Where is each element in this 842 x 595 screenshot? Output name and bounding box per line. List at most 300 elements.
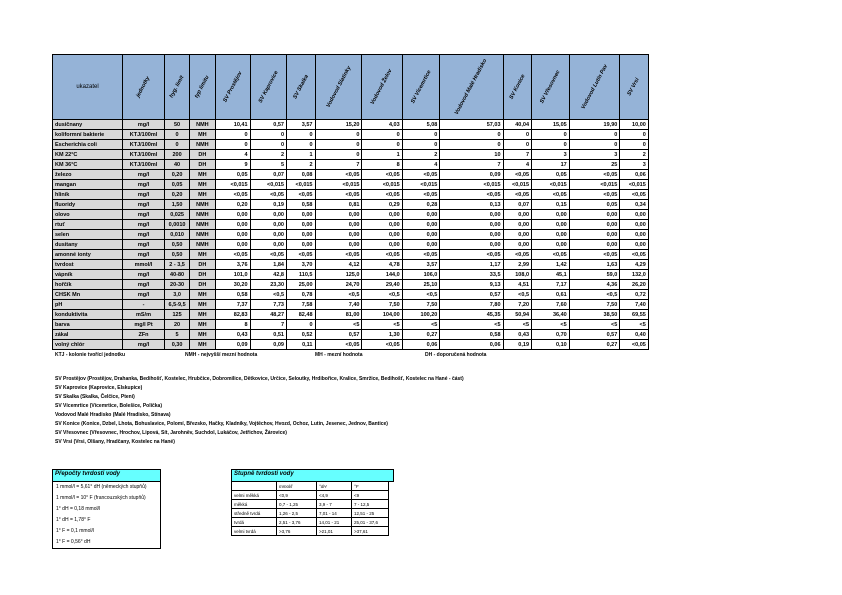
hardness-cell: velmi tvrdá: [232, 527, 277, 536]
value-cell: 0,57: [440, 290, 503, 300]
value-cell: 0: [569, 130, 620, 140]
legend-item: DH - doporučená hodnota: [425, 352, 487, 358]
value-cell: <5: [362, 320, 402, 330]
value-cell: 0: [315, 150, 362, 160]
value-cell: <0,05: [315, 170, 362, 180]
value-cell: 8: [215, 320, 250, 330]
value-cell: 0: [503, 140, 532, 150]
table-row: [53, 330, 649, 340]
value-cell: 0,00: [362, 230, 402, 240]
value-cell: <0,05: [620, 190, 649, 200]
value-cell: 0,00: [362, 210, 402, 220]
hardness-cell: středně tvrdá: [232, 509, 277, 518]
hardness-cell: <9: [352, 491, 389, 500]
table-row: [53, 210, 649, 220]
limit-cell: 6,5-9,5: [165, 300, 190, 310]
value-cell: 0: [620, 140, 649, 150]
value-cell: 0: [620, 130, 649, 140]
value-cell: 0,20: [215, 200, 250, 210]
value-cell: 5,08: [402, 120, 440, 130]
table-row: [53, 300, 649, 310]
conversion-row: 1° dH = 1,78° F: [56, 517, 91, 523]
value-cell: 0,00: [620, 230, 649, 240]
unit-cell: mg/l Pt: [123, 320, 165, 330]
value-cell: 3,70: [287, 260, 316, 270]
value-cell: 0,10: [532, 340, 570, 350]
value-cell: 7,40: [620, 300, 649, 310]
hardness-cell: 14,01 - 21: [317, 518, 352, 527]
value-cell: 7,40: [315, 300, 362, 310]
value-cell: 82,48: [287, 310, 316, 320]
table-row: [53, 230, 649, 240]
value-cell: 0,72: [620, 290, 649, 300]
note-line: SV Skalka (Skalka, Čelčice, Ptení): [55, 394, 135, 400]
header-site-label: Vodovod Želov: [370, 68, 394, 106]
value-cell: 0: [215, 130, 250, 140]
hardness-cell: <4,9: [317, 491, 352, 500]
value-cell: 69,55: [620, 310, 649, 320]
value-cell: 0: [532, 140, 570, 150]
value-cell: <0,05: [440, 250, 503, 260]
value-cell: 106,0: [402, 270, 440, 280]
hardness-cell: 25,01 - 37,6: [352, 518, 389, 527]
value-cell: 110,5: [287, 270, 316, 280]
value-cell: <0,05: [250, 250, 286, 260]
value-cell: 42,8: [250, 270, 286, 280]
value-cell: 0,00: [215, 220, 250, 230]
header-site-column: [402, 55, 440, 120]
value-cell: <0,05: [569, 250, 620, 260]
limit-cell: 1,50: [165, 200, 190, 210]
value-cell: 0,00: [287, 210, 316, 220]
limit-type-cell: MH: [190, 250, 215, 260]
unit-cell: KTJ/100ml: [123, 130, 165, 140]
header-site-column: [503, 55, 532, 120]
value-cell: 24,70: [315, 280, 362, 290]
header-meta-column: [190, 55, 215, 120]
value-cell: 0,00: [287, 220, 316, 230]
value-cell: <0,05: [402, 170, 440, 180]
value-cell: <0,05: [215, 190, 250, 200]
value-cell: 0,00: [402, 230, 440, 240]
unit-cell: mg/l: [123, 230, 165, 240]
value-cell: 59,0: [569, 270, 620, 280]
indicator-name: železo: [53, 170, 123, 180]
indicator-name: olovo: [53, 210, 123, 220]
header-site-label: Vodovod Lutín Pav: [580, 63, 609, 111]
value-cell: 108,0: [503, 270, 532, 280]
value-cell: 4,51: [503, 280, 532, 290]
unit-cell: mg/l: [123, 190, 165, 200]
value-cell: <0,05: [215, 250, 250, 260]
limit-cell: 0,010: [165, 230, 190, 240]
indicator-name: tvrdost: [53, 260, 123, 270]
unit-cell: mg/l: [123, 280, 165, 290]
value-cell: 0,00: [440, 210, 503, 220]
value-cell: 0,07: [503, 200, 532, 210]
indicator-name: barva: [53, 320, 123, 330]
limit-cell: 200: [165, 150, 190, 160]
unit-cell: mg/l: [123, 340, 165, 350]
value-cell: 25,10: [402, 280, 440, 290]
value-cell: 4,29: [620, 260, 649, 270]
header-site-column: [532, 55, 570, 120]
value-cell: 0: [503, 130, 532, 140]
value-cell: 0,00: [287, 240, 316, 250]
value-cell: 26,20: [620, 280, 649, 290]
value-cell: 7,60: [532, 300, 570, 310]
limit-cell: 0,20: [165, 170, 190, 180]
value-cell: 0,00: [569, 240, 620, 250]
hardness-cell: 0,7 - 1,25: [277, 500, 317, 509]
header-meta-column: [123, 55, 165, 120]
value-cell: 0: [440, 130, 503, 140]
value-cell: 7,37: [215, 300, 250, 310]
header-meta-column: [165, 55, 190, 120]
value-cell: 10,41: [215, 120, 250, 130]
unit-cell: -: [123, 300, 165, 310]
indicator-name: konduktivita: [53, 310, 123, 320]
table-row: [53, 180, 649, 190]
value-cell: 0,51: [250, 330, 286, 340]
value-cell: 0,06: [620, 170, 649, 180]
value-cell: 0,05: [569, 200, 620, 210]
value-cell: <0,05: [362, 170, 402, 180]
hardness-conversion-box: [52, 469, 161, 549]
value-cell: 30,20: [215, 280, 250, 290]
note-line: SV Prostějov (Prostějov, Drahanka, Bedihošť, Kostelec, Hrubčice, Dobromilice, Dětkovice, Určice, Seloutky, Hrdibořice, Kralice, Smržice, Bedihošť, Kostelec na Hané - část): [55, 376, 464, 382]
value-cell: <0,015: [362, 180, 402, 190]
value-cell: 1,42: [532, 260, 570, 270]
header-meta-label: jednotky: [135, 75, 152, 99]
indicator-name: volný chlór: [53, 340, 123, 350]
value-cell: 0,00: [440, 220, 503, 230]
unit-cell: KTJ/100ml: [123, 140, 165, 150]
limit-cell: 0,0010: [165, 220, 190, 230]
value-cell: 0,00: [215, 210, 250, 220]
indicator-name: mangan: [53, 180, 123, 190]
value-cell: <5: [402, 320, 440, 330]
table-row: [53, 120, 649, 130]
value-cell: 0,00: [250, 210, 286, 220]
hardness-cell: >3,76: [277, 527, 317, 536]
table-row: [53, 170, 649, 180]
value-cell: 0,09: [440, 170, 503, 180]
value-cell: 0,00: [287, 230, 316, 240]
value-cell: 101,0: [215, 270, 250, 280]
value-cell: 0,00: [620, 240, 649, 250]
limit-cell: 3,0: [165, 290, 190, 300]
value-cell: 7,17: [532, 280, 570, 290]
unit-cell: mg/l: [123, 120, 165, 130]
limit-type-cell: NMH: [190, 230, 215, 240]
unit-cell: mg/l: [123, 240, 165, 250]
header-site-label: SV Vřesovnec: [539, 69, 562, 105]
header-site-label: Vodovod Malé Hradisko: [454, 58, 489, 116]
value-cell: 0,70: [532, 330, 570, 340]
value-cell: <0,05: [315, 190, 362, 200]
table-row: [53, 260, 649, 270]
value-cell: 3: [620, 160, 649, 170]
header-meta-label: typ limitu: [193, 74, 211, 100]
indicator-name: fluoridy: [53, 200, 123, 210]
value-cell: <0,05: [503, 190, 532, 200]
hardness-row: [232, 491, 389, 500]
limit-cell: 5: [165, 330, 190, 340]
header-site-label: SV Kaprovice: [257, 69, 280, 105]
indicator-name: KM 36°C: [53, 160, 123, 170]
hardness-cell: velmi měkká: [232, 491, 277, 500]
value-cell: 0,43: [215, 330, 250, 340]
hardness-cell: 7 - 12,5: [352, 500, 389, 509]
value-cell: 8: [362, 160, 402, 170]
unit-cell: KTJ/100ml: [123, 160, 165, 170]
value-cell: 0,58: [215, 290, 250, 300]
value-cell: 3: [532, 150, 570, 160]
value-cell: <5: [440, 320, 503, 330]
unit-cell: mmol/l: [123, 260, 165, 270]
value-cell: 0,00: [503, 210, 532, 220]
value-cell: 0: [402, 130, 440, 140]
value-cell: <0,05: [569, 190, 620, 200]
hardness-cell: 12,51 - 25: [352, 509, 389, 518]
value-cell: 0,00: [440, 230, 503, 240]
unit-cell: mg/l: [123, 200, 165, 210]
limit-type-cell: NMH: [190, 220, 215, 230]
hardness-cell: >21,01: [317, 527, 352, 536]
value-cell: 7: [440, 160, 503, 170]
value-cell: 2: [287, 160, 316, 170]
indicator-name: CHSK Mn: [53, 290, 123, 300]
table-row: [53, 340, 649, 350]
value-cell: <0,05: [532, 190, 570, 200]
value-cell: 0,58: [287, 200, 316, 210]
limit-cell: 0,30: [165, 340, 190, 350]
value-cell: 0,08: [287, 170, 316, 180]
value-cell: <0,5: [503, 290, 532, 300]
value-cell: 0: [402, 140, 440, 150]
table-row: [53, 150, 649, 160]
hardness-cell: 1,26 - 2,5: [277, 509, 317, 518]
indicator-name: pH: [53, 300, 123, 310]
value-cell: 2: [620, 150, 649, 160]
table-row: [53, 280, 649, 290]
value-cell: <0,05: [362, 250, 402, 260]
limit-cell: 20-30: [165, 280, 190, 290]
value-cell: 0,09: [250, 340, 286, 350]
value-cell: 7: [315, 160, 362, 170]
indicator-name: hořčík: [53, 280, 123, 290]
value-cell: 0: [362, 130, 402, 140]
value-cell: 50,94: [503, 310, 532, 320]
value-cell: 0,00: [503, 230, 532, 240]
value-cell: <0,05: [315, 250, 362, 260]
value-cell: 0: [362, 140, 402, 150]
conversion-row: 1° F = 0,56° dH: [56, 539, 91, 545]
value-cell: 144,0: [362, 270, 402, 280]
value-cell: 0,00: [569, 210, 620, 220]
value-cell: 4: [215, 150, 250, 160]
value-cell: 0,58: [440, 330, 503, 340]
limit-type-cell: NMH: [190, 120, 215, 130]
value-cell: 0: [315, 130, 362, 140]
value-cell: 0,78: [287, 290, 316, 300]
value-cell: 9,13: [440, 280, 503, 290]
value-cell: 0,07: [250, 170, 286, 180]
value-cell: 0,40: [620, 330, 649, 340]
limit-cell: 0: [165, 140, 190, 150]
value-cell: <0,05: [287, 250, 316, 260]
value-cell: 3,76: [215, 260, 250, 270]
unit-cell: ZFn: [123, 330, 165, 340]
value-cell: 132,0: [620, 270, 649, 280]
limit-cell: 40-80: [165, 270, 190, 280]
value-cell: 0,00: [569, 220, 620, 230]
value-cell: 7,50: [569, 300, 620, 310]
limit-type-cell: DH: [190, 280, 215, 290]
hardness-cell: <0,9: [277, 491, 317, 500]
value-cell: <5: [503, 320, 532, 330]
value-cell: 5: [250, 160, 286, 170]
limit-cell: 0,50: [165, 240, 190, 250]
value-cell: 1,30: [362, 330, 402, 340]
value-cell: 48,27: [250, 310, 286, 320]
value-cell: 0: [250, 140, 286, 150]
value-cell: 38,50: [569, 310, 620, 320]
value-cell: 0,00: [532, 220, 570, 230]
value-cell: 3: [569, 150, 620, 160]
value-cell: 7,20: [503, 300, 532, 310]
value-cell: 1,17: [440, 260, 503, 270]
value-cell: <5: [569, 320, 620, 330]
value-cell: 0,00: [532, 240, 570, 250]
value-cell: 45,1: [532, 270, 570, 280]
table-row: [53, 270, 649, 280]
value-cell: <0,05: [315, 340, 362, 350]
value-cell: 0: [287, 140, 316, 150]
legend-item: NMH - nejvyšší mezní hodnota: [185, 352, 258, 358]
supply-area-notes: [55, 375, 464, 447]
limit-type-cell: MH: [190, 330, 215, 340]
limit-type-cell: DH: [190, 150, 215, 160]
header-site-label: SV Konice: [508, 73, 527, 101]
limit-type-cell: MH: [190, 130, 215, 140]
value-cell: 0: [250, 130, 286, 140]
value-cell: <0,015: [503, 180, 532, 190]
table-row: [53, 220, 649, 230]
value-cell: 82,83: [215, 310, 250, 320]
value-cell: 25,00: [287, 280, 316, 290]
header-site-column: [287, 55, 316, 120]
unit-cell: mg/l: [123, 170, 165, 180]
limit-type-cell: MH: [190, 170, 215, 180]
limit-cell: 20: [165, 320, 190, 330]
header-meta-label: hyg. limit: [168, 74, 186, 100]
value-cell: 40,04: [503, 120, 532, 130]
value-cell: 0,43: [503, 330, 532, 340]
limit-cell: 50: [165, 120, 190, 130]
indicator-name: koliformní bakterie: [53, 130, 123, 140]
hardness-header-cell: [232, 482, 277, 491]
value-cell: 2,99: [503, 260, 532, 270]
hardness-header-cell: °F: [352, 482, 389, 491]
limit-type-cell: MH: [190, 320, 215, 330]
value-cell: 3,57: [287, 120, 316, 130]
value-cell: 2: [402, 150, 440, 160]
value-cell: 0,27: [402, 330, 440, 340]
value-cell: 0,00: [440, 240, 503, 250]
value-cell: 0,00: [362, 240, 402, 250]
hardness-row: [232, 500, 389, 509]
value-cell: 2: [250, 150, 286, 160]
value-cell: <0,015: [569, 180, 620, 190]
value-cell: 0,06: [402, 340, 440, 350]
value-cell: 0,05: [215, 170, 250, 180]
table-row: [53, 200, 649, 210]
unit-cell: mg/l: [123, 290, 165, 300]
value-cell: 0,00: [250, 230, 286, 240]
value-cell: <0,015: [620, 180, 649, 190]
value-cell: 0: [287, 320, 316, 330]
value-cell: <0,05: [620, 340, 649, 350]
value-cell: 0,00: [402, 240, 440, 250]
value-cell: 0,00: [503, 240, 532, 250]
hardness-cell: měkká: [232, 500, 277, 509]
indicator-name: Escherichia coli: [53, 140, 123, 150]
value-cell: 33,5: [440, 270, 503, 280]
conversion-row: 1 mmol/l = 10° F (francouzských stupňů): [56, 495, 146, 501]
limit-cell: 0,20: [165, 190, 190, 200]
value-cell: 0,13: [440, 200, 503, 210]
header-site-column: [250, 55, 286, 120]
unit-cell: mg/l: [123, 210, 165, 220]
value-cell: 0,00: [215, 230, 250, 240]
value-cell: 7,58: [287, 300, 316, 310]
limit-type-cell: NMH: [190, 200, 215, 210]
value-cell: <0,015: [440, 180, 503, 190]
value-cell: 1: [362, 150, 402, 160]
value-cell: 10: [440, 150, 503, 160]
note-line: SV Vícemrtice (Vícemrtice, Bolešice, Polička): [55, 403, 162, 409]
value-cell: 3,57: [402, 260, 440, 270]
value-cell: 0,00: [569, 230, 620, 240]
hardness-cell: 3,9 - 7: [317, 500, 352, 509]
table-row: [53, 310, 649, 320]
value-cell: 0,00: [620, 210, 649, 220]
note-line: SV Vřesovnec (Vřesovnec, Hrochov, Lipová, Sít, Jarohněv, Suchdol, Lukáčov, Jetřichov, Žárovice): [55, 430, 287, 436]
value-cell: <0,015: [402, 180, 440, 190]
indicator-name: rtuť: [53, 220, 123, 230]
table-header-row: [53, 55, 649, 120]
table-row: [53, 250, 649, 260]
value-cell: 0,19: [503, 340, 532, 350]
unit-cell: mg/l: [123, 180, 165, 190]
unit-cell: KTJ/100ml: [123, 150, 165, 160]
value-cell: 0,57: [569, 330, 620, 340]
value-cell: 7,50: [402, 300, 440, 310]
table-row: [53, 240, 649, 250]
conversion-row: 1 mmol/l = 5,61° dH (německých stupňů): [56, 484, 147, 490]
header-label: ukazatel: [53, 55, 123, 120]
limit-type-cell: NMH: [190, 210, 215, 220]
value-cell: 7,73: [250, 300, 286, 310]
value-cell: 1: [287, 150, 316, 160]
value-cell: 0: [569, 140, 620, 150]
value-cell: 4,78: [362, 260, 402, 270]
value-cell: 0,81: [315, 200, 362, 210]
value-cell: 0,00: [315, 240, 362, 250]
header-site-column: [620, 55, 649, 120]
